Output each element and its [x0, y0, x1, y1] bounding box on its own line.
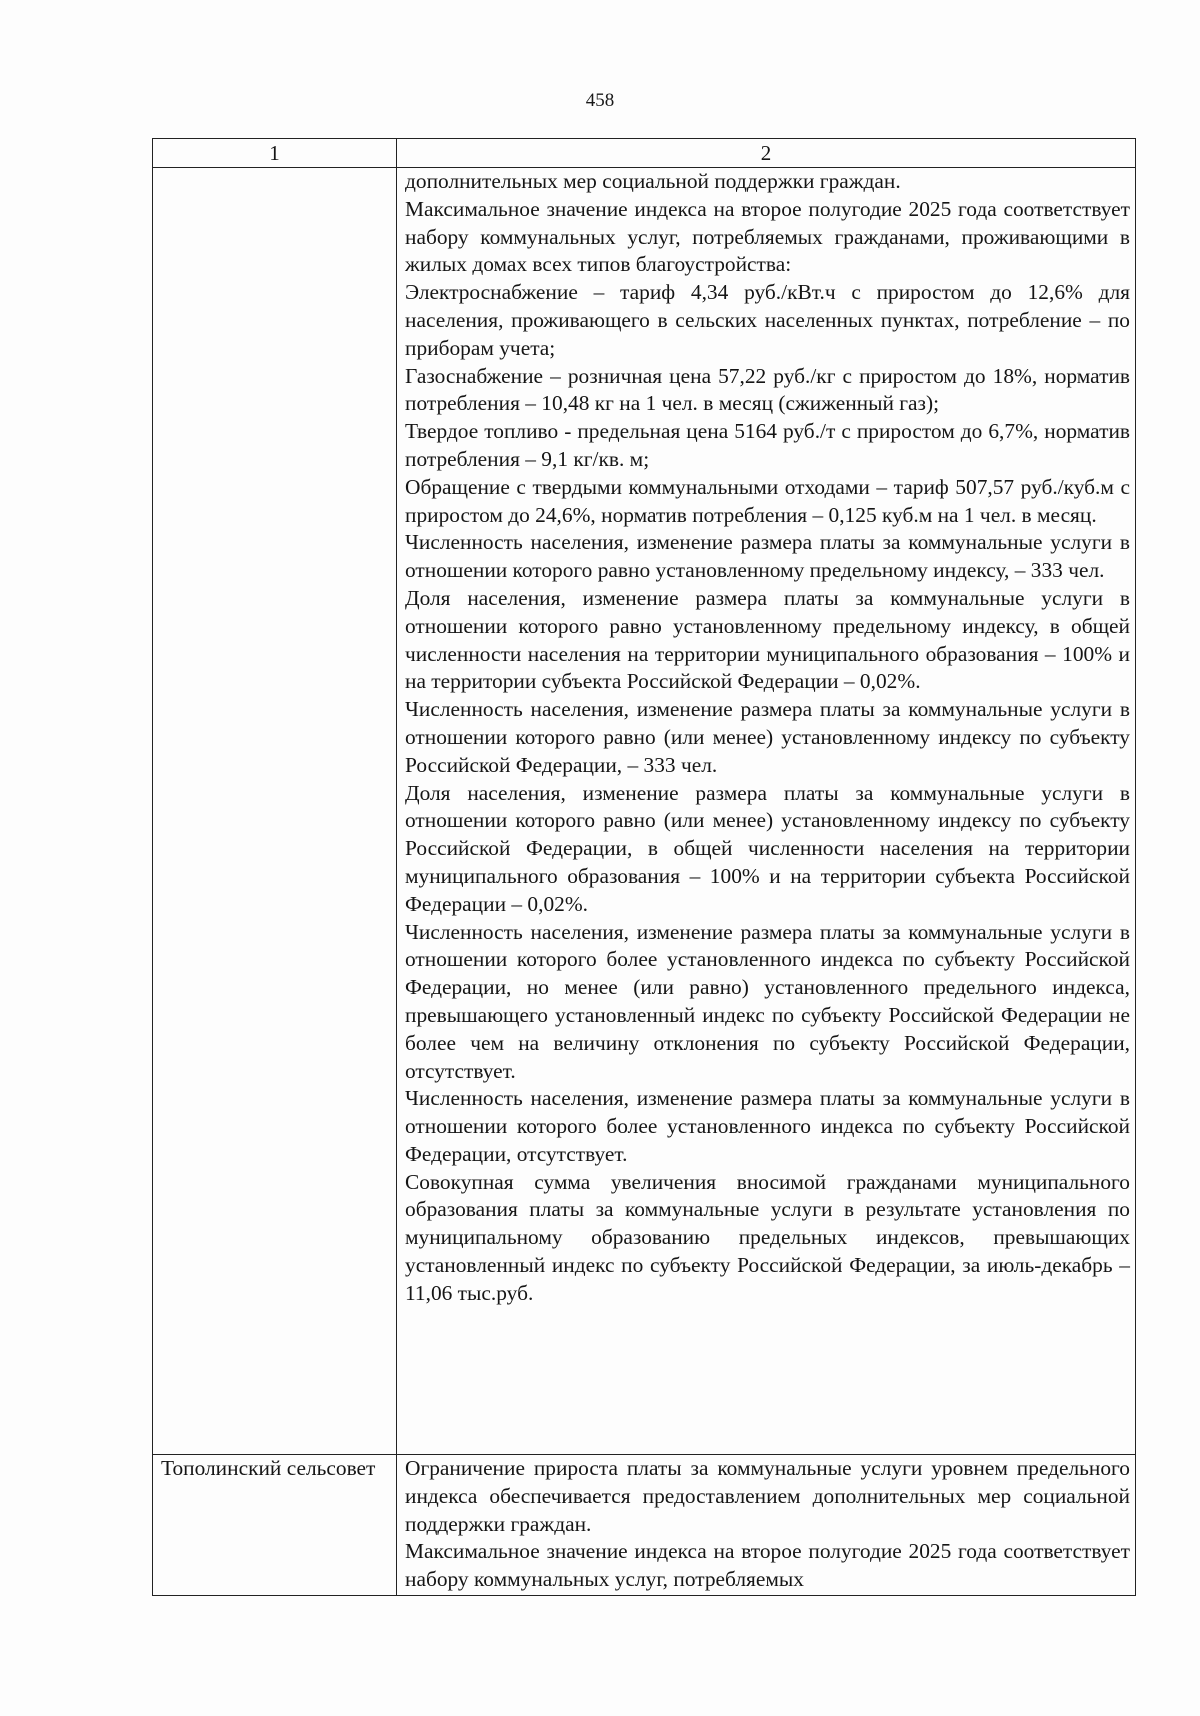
paragraph: Максимальное значение индекса на второе полугодие 2025 года соответствует набору коммунальных услуг, потребляемых [405, 1539, 1130, 1592]
table-header-row [153, 139, 1136, 168]
row1-col2 [397, 168, 1136, 1455]
paragraph: Электроснабжение – тариф 4,34 руб./кВт.ч с приростом до 12,6% для населения, проживающего в сельских населенных пунктах, потребление – по приборам учета; [405, 280, 1130, 360]
paragraph: Максимальное значение индекса на второе полугодие 2025 года соответствует набору коммунальных услуг, потребляемых гражданами, проживающими в жилых домах всех типов благоустройства: [405, 196, 1130, 277]
paragraph: Обращение с твердыми коммунальными отходами – тариф 507,57 руб./куб.м с приростом до 24,6%, норматив потребления – 0,125 куб.м на 1 чел. в месяц. [405, 474, 1130, 527]
paragraph: Численность населения, изменение размера платы за коммунальные услуги в отношении которого более установленного индекса по субъекту Российской Федерации, но менее (или равно) установленного предельного индекса, превышающего установленный индекс по субъекту Российской Федерации не более чем на величину отклонения по субъекту Российской Федерации, отсутствует. [405, 919, 1130, 1083]
row1-col1 [153, 168, 397, 1455]
paragraph: Численность населения, изменение размера платы за коммунальные услуги в отношении которого равно (или менее) установленному индексу по субъекту Российской Федерации, – 333 чел. [405, 697, 1130, 777]
municipality-name: Тополинский сельсовет [153, 1455, 397, 1596]
paragraph: дополнительных мер социальной поддержки граждан. [405, 169, 901, 193]
paragraph: Газоснабжение – розничная цена 57,22 руб./кг с приростом до 18%, норматив потребления – 10,48 кг на 1 чел. в месяц (сжиженный газ); [405, 363, 1130, 416]
row2-col2 [397, 1455, 1136, 1596]
paragraph: Доля населения, изменение размера платы за коммунальные услуги в отношении которого равно установленному предельному индексу, в общей численности населения на территории муниципального образования – 100% и на территории субъекта Российской Федерации – 0,02%. [405, 585, 1130, 694]
paragraph: Численность населения, изменение размера платы за коммунальные услуги в отношении которого равно установленному предельному индексу, – 333 чел. [405, 530, 1130, 583]
table-row [153, 1455, 1136, 1596]
header-cell-2: 2 [397, 139, 1136, 168]
data-table [152, 138, 1136, 1596]
table-row [153, 168, 1136, 1455]
paragraph: Численность населения, изменение размера платы за коммунальные услуги в отношении которого более установленного индекса по субъекту Российской Федерации, отсутствует. [405, 1086, 1130, 1166]
paragraph: Ограничение прироста платы за коммунальные услуги уровнем предельного индекса обеспечивается предоставлением дополнительных мер социальной поддержки граждан. [405, 1456, 1130, 1536]
paragraph: Твердое топливо - предельная цена 5164 руб./т с приростом до 6,7%, норматив потребления – 9,1 кг/кв. м; [405, 419, 1130, 471]
page-number: 458 [585, 90, 615, 111]
header-cell-1: 1 [153, 139, 397, 168]
paragraph: Совокупная сумма увеличения вносимой гражданами муниципального образования платы за коммунальные услуги в результате установления по муниципальному образованию предельных индексов, превышающих установленный индекс по субъекту Российской Федерации, за июль-декабрь – 11,06 тыс.руб. [405, 1169, 1130, 1305]
paragraph: Доля населения, изменение размера платы за коммунальные услуги в отношении которого равно (или менее) установленному индексу по субъекту Российской Федерации, в общей численности населения на территории муниципального образования – 100% и на территории субъекта Российской Федерации – 0,02%. [405, 780, 1130, 916]
